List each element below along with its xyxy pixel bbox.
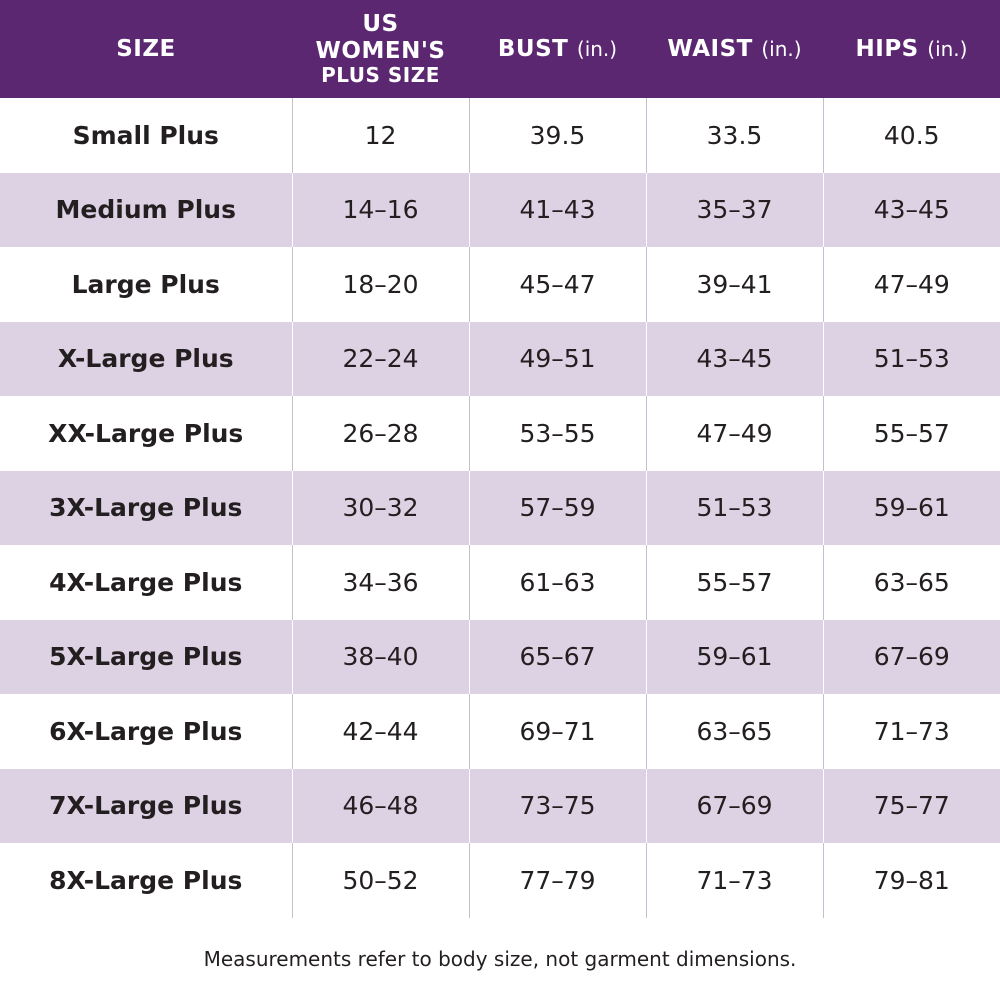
column-header-us-plus-size: [292, 0, 469, 98]
cell-hips: 59–61: [823, 471, 1000, 546]
table-row: [0, 545, 1000, 620]
cell-size: 4X-Large Plus: [0, 545, 292, 620]
table-row: [0, 322, 1000, 397]
cell-bust: 57–59: [469, 471, 646, 546]
column-header-waist-label: WAIST: [667, 35, 753, 62]
cell-size: Medium Plus: [0, 173, 292, 248]
column-header-us-plus-size-label-line1: US WOMEN'S: [315, 11, 446, 64]
cell-us: 30–32: [292, 471, 469, 546]
cell-waist: 55–57: [646, 545, 823, 620]
cell-bust: 69–71: [469, 694, 646, 769]
column-header-bust-label: BUST: [497, 35, 569, 62]
cell-size: XX-Large Plus: [0, 396, 292, 471]
table-row: [0, 843, 1000, 918]
cell-size: Large Plus: [0, 247, 292, 322]
table-row: [0, 247, 1000, 322]
cell-hips: 79–81: [823, 843, 1000, 918]
column-header-size: [0, 0, 292, 98]
cell-hips: 71–73: [823, 694, 1000, 769]
column-header-waist: [646, 0, 823, 98]
cell-waist: 43–45: [646, 322, 823, 397]
table-row: [0, 396, 1000, 471]
table-row: [0, 471, 1000, 546]
cell-waist: 59–61: [646, 620, 823, 695]
cell-us: 26–28: [292, 396, 469, 471]
footnote: Measurements refer to body size, not garment dimensions.: [0, 918, 1000, 1000]
cell-bust: 45–47: [469, 247, 646, 322]
cell-bust: 61–63: [469, 545, 646, 620]
cell-bust: 77–79: [469, 843, 646, 918]
cell-waist: 63–65: [646, 694, 823, 769]
cell-hips: 75–77: [823, 769, 1000, 844]
cell-waist: 39–41: [646, 247, 823, 322]
cell-size: Small Plus: [0, 98, 292, 173]
cell-bust: 65–67: [469, 620, 646, 695]
cell-size: 6X-Large Plus: [0, 694, 292, 769]
cell-hips: 43–45: [823, 173, 1000, 248]
cell-us: 18–20: [292, 247, 469, 322]
column-header-hips-unit: (in.): [927, 36, 968, 61]
cell-us: 22–24: [292, 322, 469, 397]
cell-bust: 53–55: [469, 396, 646, 471]
column-header-bust-unit: (in.): [576, 36, 618, 61]
cell-size: 8X-Large Plus: [0, 843, 292, 918]
cell-us: 46–48: [292, 769, 469, 844]
column-header-hips: [823, 0, 1000, 98]
cell-hips: 47–49: [823, 247, 1000, 322]
cell-us: 42–44: [292, 694, 469, 769]
cell-hips: 67–69: [823, 620, 1000, 695]
cell-size: 7X-Large Plus: [0, 769, 292, 844]
cell-bust: 73–75: [469, 769, 646, 844]
cell-size: 3X-Large Plus: [0, 471, 292, 546]
cell-size: X-Large Plus: [0, 322, 292, 397]
cell-waist: 33.5: [646, 98, 823, 173]
cell-bust: 39.5: [469, 98, 646, 173]
table-row: [0, 694, 1000, 769]
column-header-us-plus-size-label-line2: PLUS SIZE: [321, 62, 440, 87]
cell-us: 50–52: [292, 843, 469, 918]
cell-waist: 47–49: [646, 396, 823, 471]
cell-us: 14–16: [292, 173, 469, 248]
cell-hips: 51–53: [823, 322, 1000, 397]
header-row: [0, 0, 1000, 98]
cell-hips: 63–65: [823, 545, 1000, 620]
cell-waist: 71–73: [646, 843, 823, 918]
cell-us: 38–40: [292, 620, 469, 695]
column-header-hips-label: HIPS: [855, 35, 919, 62]
cell-waist: 35–37: [646, 173, 823, 248]
column-header-size-label: SIZE: [116, 35, 176, 62]
cell-hips: 40.5: [823, 98, 1000, 173]
table-row: [0, 173, 1000, 248]
cell-us: 12: [292, 98, 469, 173]
cell-us: 34–36: [292, 545, 469, 620]
cell-waist: 51–53: [646, 471, 823, 546]
table-row: [0, 620, 1000, 695]
column-header-waist-unit: (in.): [761, 36, 802, 61]
cell-waist: 67–69: [646, 769, 823, 844]
table-header: [0, 0, 1000, 98]
column-header-bust: [469, 0, 646, 98]
table-row: [0, 98, 1000, 173]
table-body: [0, 98, 1000, 918]
table-row: [0, 769, 1000, 844]
cell-bust: 41–43: [469, 173, 646, 248]
cell-hips: 55–57: [823, 396, 1000, 471]
cell-bust: 49–51: [469, 322, 646, 397]
cell-size: 5X-Large Plus: [0, 620, 292, 695]
